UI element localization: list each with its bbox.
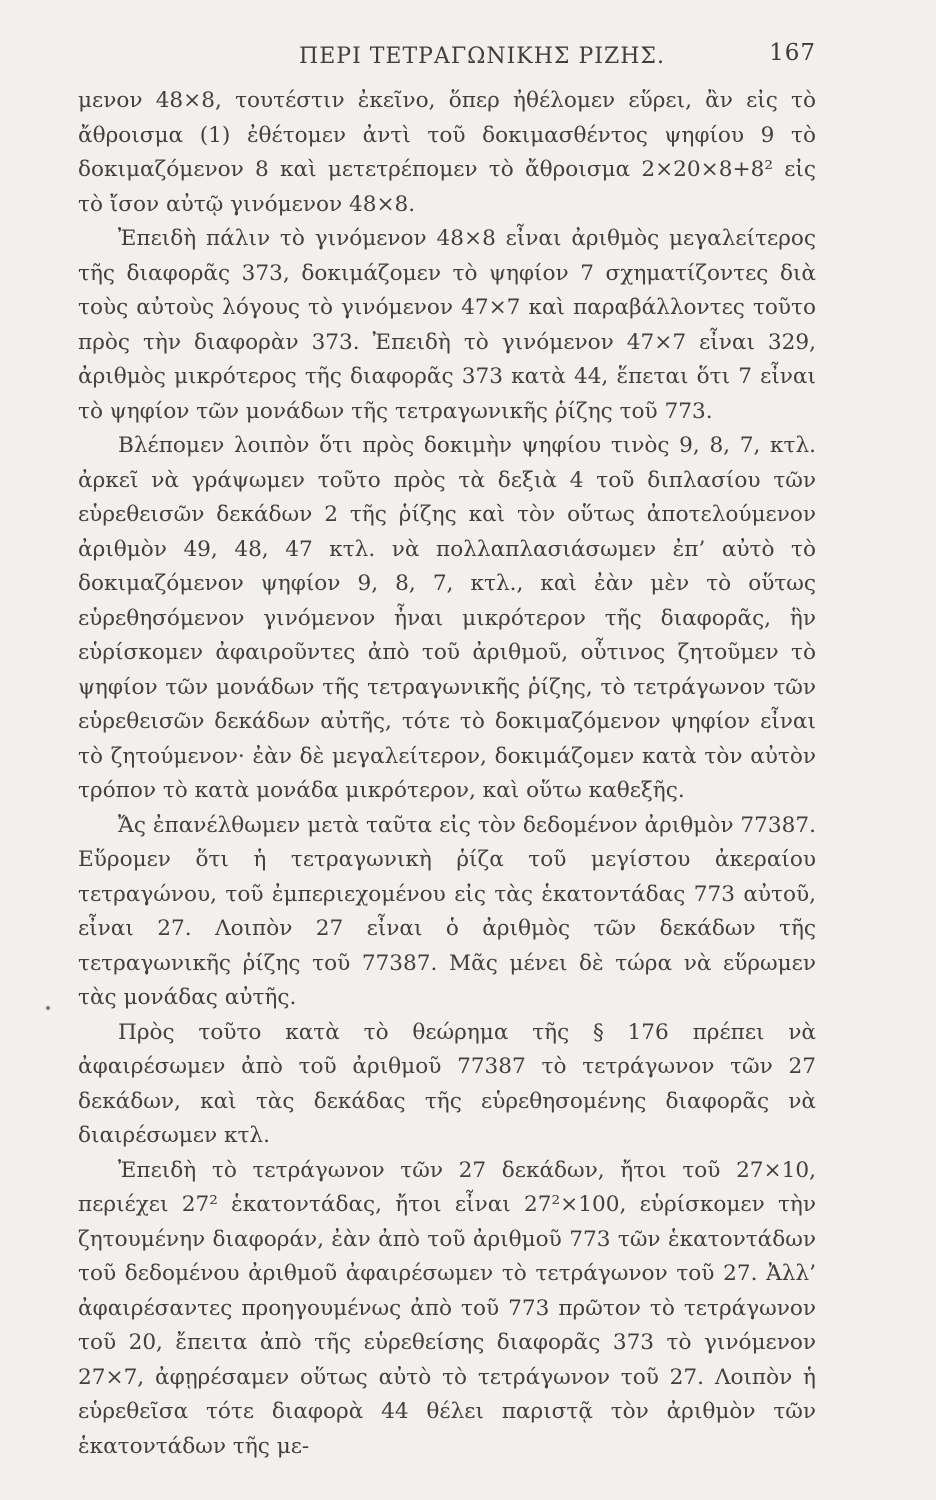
paragraph: Ἄς ἐπανέλθωμεν μετὰ ταῦτα εἰς τὸν δεδομένον ἀριθμὸν 77387. Εὕρομεν ὅτι ἡ τετραγωνικὴ ῥίζα τοῦ μεγίστου ἀκεραίου τετραγώνου, τοῦ ἐμπεριεχομένου εἰς τὰς ἑκατοντάδας 773 αὐτοῦ, εἶναι 27. Λοιπὸν 27 εἶναι ὁ ἀριθμὸς τῶν δεκάδων τῆς τετραγωνικῆς ῥίζης τοῦ 77387. Μᾶς μένει δὲ τώρα νὰ εὕρωμεν τὰς μονάδας αὐτῆς.	[78, 812, 816, 1010]
paragraph: Βλέπομεν λοιπὸν ὅτι πρὸς δοκιμὴν ψηφίου τινὸς 9, 8, 7, κτλ. ἀρκεῖ νὰ γράψωμεν τοῦτο πρὸς τὰ δεξιὰ 4 τοῦ διπλασίου τῶν εὑρεθεισῶν δεκάδων 2 τῆς ῥίζης καὶ τὸν οὕτως ἀποτελούμενον ἀριθμὸν 49, 48, 47 κτλ. νὰ πολλαπλασιάσωμεν ἐπ’ αὐτὸ τὸ δοκιμαζόμενον ψηφίον 9, 8, 7, κτλ., καὶ ἐὰν μὲν τὸ οὕτως εὑρεθησόμενον γινόμενον ἦναι μικρότερον τῆς διαφορᾶς, ἣν εὑρίσκομεν ἀφαιροῦντες ἀπὸ τοῦ ἀριθμοῦ, οὗτινος ζητοῦμεν τὸ ψηφίον τῶν μονάδων τῆς τετραγωνικῆς ῥίζης, τὸ τετράγωνον τῶν εὑρεθεισῶν δεκάδων αὐτῆς, τότε τὸ δοκιμαζόμενον ψηφίον εἶναι τὸ ζητούμενον· ἐὰν δὲ μεγαλείτερον, δοκιμάζομεν κατὰ τὸν αὐτὸν τρόπον τὸ κατὰ μονάδα μικρότερον, καὶ οὕτω καθεξῆς.	[78, 433, 816, 803]
margin-mark	[46, 1006, 50, 1010]
running-head	[78, 40, 816, 80]
body-text	[78, 84, 816, 1464]
paragraph: Πρὸς τοῦτο κατὰ τὸ θεώρημα τῆς § 176 πρέπει νὰ ἀφαιρέσωμεν ἀπὸ τοῦ ἀριθμοῦ 77387 τὸ τετράγωνον τῶν 27 δεκάδων, καὶ τὰς δεκάδας τῆς εὑρεθησομένης διαφορᾶς νὰ διαιρέσωμεν κτλ.	[78, 1019, 816, 1148]
paragraph: Ἐπειδὴ πάλιν τὸ γινόμενον 48×8 εἶναι ἀριθμὸς μεγαλείτερος τῆς διαφορᾶς 373, δοκιμάζομεν τὸ ψηφίον 7 σχηματίζοντες διὰ τοὺς αὐτοὺς λόγους τὸ γινόμενον 47×7 καὶ παραβάλλοντες τοῦτο πρὸς τὴν διαφορὰν 373. Ἐπειδὴ τὸ γινόμενον 47×7 εἶναι 329, ἀριθμὸς μικρότερος τῆς διαφορᾶς 373 κατὰ 44, ἕπεται ὅτι 7 εἶναι τὸ ψηφίον τῶν μονάδων τῆς τετραγωνικῆς ῥίζης τοῦ 773.	[78, 226, 816, 424]
running-title: ΠΕΡΙ ΤΕΤΡΑΓΩΝΙΚΗΣ ΡΙΖΗΣ.	[299, 44, 665, 69]
page-number: 167	[769, 40, 816, 66]
paragraph: Ἐπειδὴ τὸ τετράγωνον τῶν 27 δεκάδων, ἤτοι τοῦ 27×10, περιέχει 27² ἑκατοντάδας, ἤτοι εἶναι 27²×100, εὑρίσκομεν τὴν ζητουμένην διαφοράν, ἐὰν ἀπὸ τοῦ ἀριθμοῦ 773 τῶν ἑκατοντάδων τοῦ δεδομένου ἀριθμοῦ ἀφαιρέσωμεν τὸ τετράγωνον τοῦ 27. Ἀλλ’ ἀφαιρέσαντες προηγουμένως ἀπὸ τοῦ 773 πρῶτον τὸ τετράγωνον τοῦ 20, ἔπειτα ἀπὸ τῆς εὑρεθείσης διαφορᾶς 373 τὸ γινόμενον 27×7, ἀφῃρέσαμεν οὕτως αὐτὸ τὸ τετράγωνον τοῦ 27. Λοιπὸν ἡ εὑρεθεῖσα τότε διαφορὰ 44 θέλει παριστᾷ τὸν ἀριθμὸν τῶν ἑκατοντάδων τῆς με-	[78, 1157, 816, 1459]
paragraph-continued: μενον 48×8, τουτέστιν ἐκεῖνο, ὅπερ ἠθέλομεν εὕρει, ἂν εἰς τὸ ἄθροισμα (1) ἐθέτομεν ἀντὶ τοῦ δοκιμασθέντος ψηφίου 9 τὸ δοκιμαζόμενον 8 καὶ μετετρέπομεν τὸ ἄθροισμα 2×20×8+8² εἰς τὸ ἴσον αὐτῷ γινόμενον 48×8.	[78, 88, 816, 217]
